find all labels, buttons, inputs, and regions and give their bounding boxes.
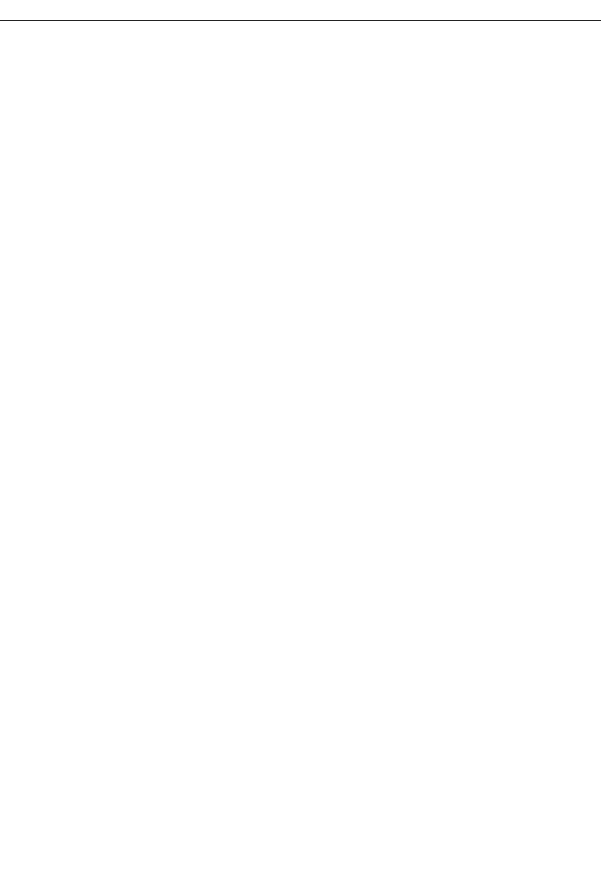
table-of-contents [0,42,601,82]
running-header [0,0,601,21]
chapter-heading[interactable] [0,60,601,82]
chapter-spacer [0,42,601,60]
